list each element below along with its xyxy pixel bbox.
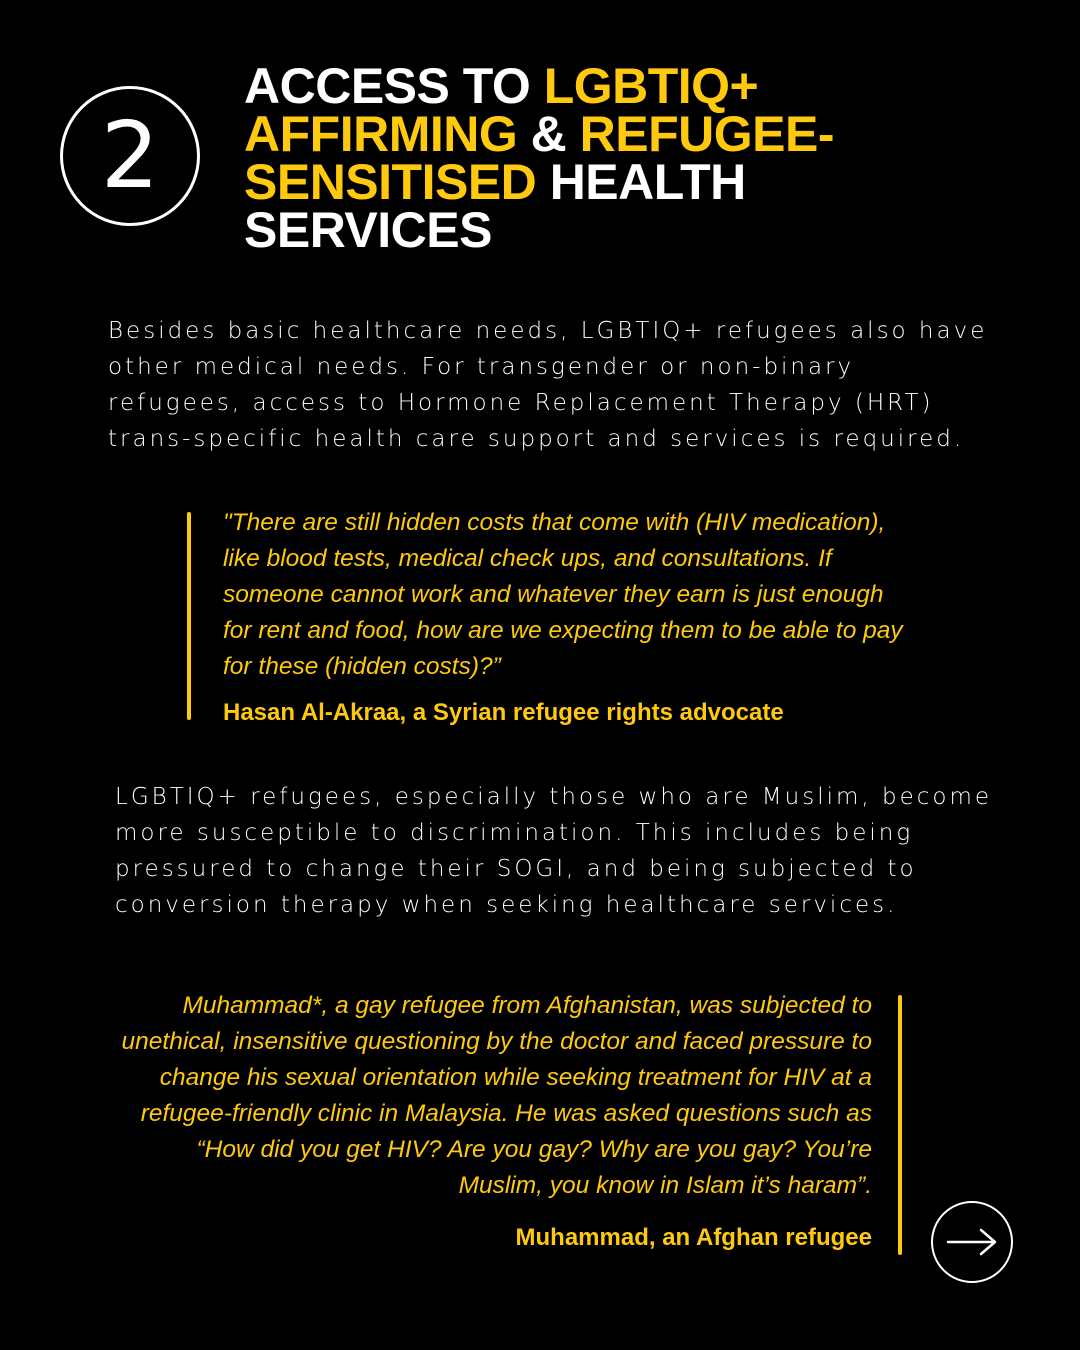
quote-bar-right bbox=[898, 995, 902, 1255]
section-number-badge bbox=[60, 86, 200, 226]
advocate-attribution: Hasan Al-Akraa, a Syrian refugee rights advocate bbox=[223, 699, 784, 726]
section-number: 2 bbox=[100, 102, 160, 209]
refugee-story-quote: Muhammad*, a gay refugee from Afghanistan, was subjected to unethical, insensitive questioning by the doctor and faced pressure to change his sexual orientation while seeking treatment for HIV at a refugee-friendly clinic in Malaysia. He was asked questions such as “How did you get HIV? Are you gay? Why are you gay? You’re Muslim, you know in Islam it’s haram”. bbox=[121, 992, 872, 1199]
page-title: ACCESS TO LGBTIQ+ AFFIRMING & REFUGEE- SENSITISED HEALTH SERVICES bbox=[244, 58, 834, 258]
discrimination-paragraph: LGBTIQ+ refugees, especially those who are Muslim, become more susceptible to discrimination. This includes being pressured to change their SOGI, and being subjected to conversion therapy when seeking healthcare services. bbox=[115, 784, 993, 918]
next-page-button[interactable] bbox=[931, 1201, 1013, 1283]
arrow-right-icon bbox=[944, 1227, 1000, 1257]
quote-bar-left bbox=[187, 512, 191, 720]
intro-paragraph: Besides basic healthcare needs, LGBTIQ+ refugees also have other medical needs. For transgender or non-binary refugees, access to Hormone Replacement Therapy (HRT) trans-specific health care support and services is required. bbox=[108, 318, 988, 452]
refugee-attribution: Muhammad, an Afghan refugee bbox=[515, 1224, 872, 1251]
advocate-quote: "There are still hidden costs that come with (HIV medication), like blood tests, medical check ups, and consultations. If someone cannot work and whatever they earn is just enough for rent and food, how are we expecting them to be able to pay for these (hidden costs)?” bbox=[223, 509, 903, 680]
